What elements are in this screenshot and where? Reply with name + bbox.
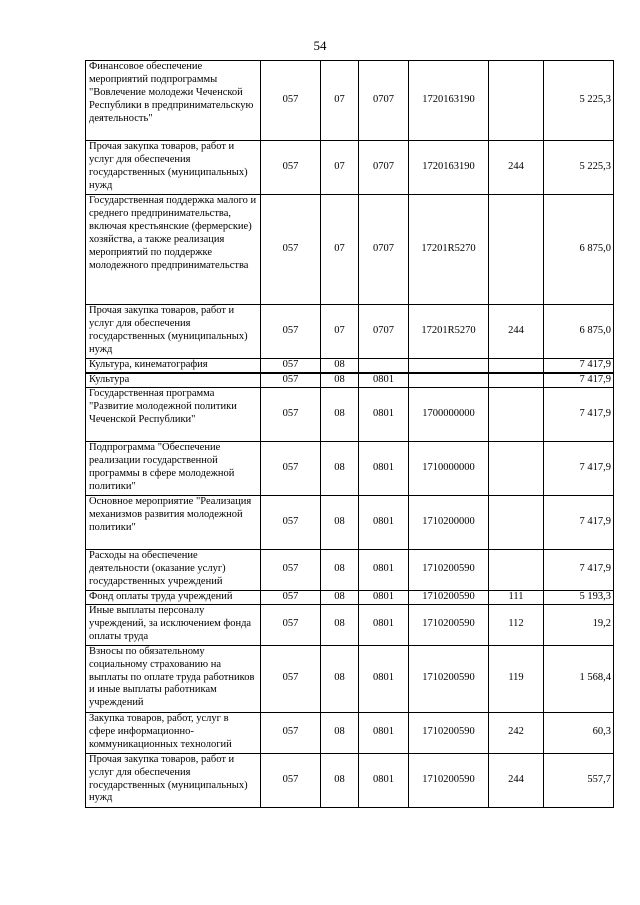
subsection-code: 0801 [359, 645, 409, 712]
section-code: 07 [321, 195, 359, 305]
table-row [86, 604, 614, 645]
target-code: 1710200590 [409, 753, 489, 807]
subsection-code: 0801 [359, 373, 409, 387]
expense-type-code: 119 [489, 645, 544, 712]
row-name: Государственная программа "Развитие молодежной политики Чеченской Республики" [86, 387, 261, 441]
subsection-code: 0801 [359, 753, 409, 807]
expense-type-code [489, 359, 544, 373]
table-row [86, 373, 614, 387]
target-code: 1710000000 [409, 441, 489, 495]
row-name: Расходы на обеспечение деятельности (оказание услуг) государственных учреждений [86, 549, 261, 590]
expense-type-code [489, 373, 544, 387]
section-code: 07 [321, 305, 359, 359]
table-row [86, 712, 614, 753]
expense-type-code [489, 387, 544, 441]
section-code: 08 [321, 712, 359, 753]
subsection-code [359, 359, 409, 373]
subsection-code: 0707 [359, 305, 409, 359]
section-code: 08 [321, 753, 359, 807]
amount: 1 568,4 [544, 645, 614, 712]
expense-type-code [489, 549, 544, 590]
table-row [86, 495, 614, 549]
target-code: 17201R5270 [409, 195, 489, 305]
section-code: 08 [321, 495, 359, 549]
ministry-code: 057 [261, 141, 321, 195]
amount: 7 417,9 [544, 441, 614, 495]
row-name: Подпрограмма "Обеспечение реализации государственной программы в сфере молодежной политики" [86, 441, 261, 495]
section-code: 07 [321, 61, 359, 141]
table-row [86, 645, 614, 712]
section-code: 08 [321, 387, 359, 441]
table-row [86, 753, 614, 807]
target-code: 1700000000 [409, 387, 489, 441]
expense-type-code [489, 61, 544, 141]
amount: 7 417,9 [544, 549, 614, 590]
table-row [86, 359, 614, 373]
subsection-code: 0801 [359, 495, 409, 549]
target-code: 1720163190 [409, 61, 489, 141]
amount: 7 417,9 [544, 373, 614, 387]
row-name: Культура [86, 373, 261, 387]
row-name: Взносы по обязательному социальному страхованию на выплаты по оплате труда работников и иные выплаты работникам учреждений [86, 645, 261, 712]
row-name: Прочая закупка товаров, работ и услуг для обеспечения государственных (муниципальных) нужд [86, 305, 261, 359]
amount: 5 193,3 [544, 590, 614, 604]
table-row [86, 305, 614, 359]
expense-type-code: 242 [489, 712, 544, 753]
ministry-code: 057 [261, 359, 321, 373]
amount: 7 417,9 [544, 495, 614, 549]
table-row [86, 549, 614, 590]
ministry-code: 057 [261, 195, 321, 305]
row-name: Культура, кинематография [86, 359, 261, 373]
section-code: 08 [321, 604, 359, 645]
row-name: Фонд оплаты труда учреждений [86, 590, 261, 604]
section-code: 08 [321, 645, 359, 712]
ministry-code: 057 [261, 712, 321, 753]
amount: 6 875,0 [544, 195, 614, 305]
subsection-code: 0801 [359, 590, 409, 604]
ministry-code: 057 [261, 604, 321, 645]
target-code: 1710200590 [409, 712, 489, 753]
subsection-code: 0707 [359, 61, 409, 141]
amount: 7 417,9 [544, 387, 614, 441]
expense-type-code: 244 [489, 305, 544, 359]
amount: 7 417,9 [544, 359, 614, 373]
row-name: Иные выплаты персоналу учреждений, за исключением фонда оплаты труда [86, 604, 261, 645]
expense-type-code [489, 495, 544, 549]
ministry-code: 057 [261, 387, 321, 441]
expense-type-code: 244 [489, 753, 544, 807]
expense-type-code: 112 [489, 604, 544, 645]
expense-type-code [489, 195, 544, 305]
ministry-code: 057 [261, 753, 321, 807]
ministry-code: 057 [261, 645, 321, 712]
row-name: Основное мероприятие "Реализация механизмов развития молодежной политики" [86, 495, 261, 549]
ministry-code: 057 [261, 590, 321, 604]
subsection-code: 0801 [359, 604, 409, 645]
ministry-code: 057 [261, 305, 321, 359]
amount: 557,7 [544, 753, 614, 807]
budget-table [85, 60, 614, 808]
row-name: Закупка товаров, работ, услуг в сфере информационно-коммуникационных технологий [86, 712, 261, 753]
ministry-code: 057 [261, 549, 321, 590]
amount: 5 225,3 [544, 61, 614, 141]
amount: 6 875,0 [544, 305, 614, 359]
section-code: 08 [321, 549, 359, 590]
target-code [409, 359, 489, 373]
row-name: Государственная поддержка малого и среднего предпринимательства, включая крестьянские (фермерские) хозяйства, а также реализация мероприятий по поддержке молодежного предпринимательства [86, 195, 261, 305]
section-code: 07 [321, 141, 359, 195]
target-code: 1710200000 [409, 495, 489, 549]
expense-type-code: 111 [489, 590, 544, 604]
target-code: 17201R5270 [409, 305, 489, 359]
target-code: 1720163190 [409, 141, 489, 195]
subsection-code: 0801 [359, 712, 409, 753]
subsection-code: 0801 [359, 387, 409, 441]
table-row [86, 590, 614, 604]
table-row [86, 61, 614, 141]
table-row [86, 195, 614, 305]
expense-type-code: 244 [489, 141, 544, 195]
subsection-code: 0707 [359, 195, 409, 305]
subsection-code: 0801 [359, 549, 409, 590]
row-name: Финансовое обеспечение мероприятий подпрограммы "Вовлечение молодежи Чеченской Республики в предпринимательскую деятельность" [86, 61, 261, 141]
subsection-code: 0801 [359, 441, 409, 495]
target-code: 1710200590 [409, 549, 489, 590]
target-code: 1710200590 [409, 590, 489, 604]
amount: 60,3 [544, 712, 614, 753]
page-number: 54 [313, 38, 327, 53]
row-name: Прочая закупка товаров, работ и услуг для обеспечения государственных (муниципальных) нужд [86, 141, 261, 195]
ministry-code: 057 [261, 373, 321, 387]
table-row [86, 441, 614, 495]
section-code: 08 [321, 441, 359, 495]
section-code: 08 [321, 359, 359, 373]
section-code: 08 [321, 373, 359, 387]
table-row [86, 141, 614, 195]
target-code [409, 373, 489, 387]
section-code: 08 [321, 590, 359, 604]
target-code: 1710200590 [409, 645, 489, 712]
target-code: 1710200590 [409, 604, 489, 645]
amount: 19,2 [544, 604, 614, 645]
ministry-code: 057 [261, 441, 321, 495]
expense-type-code [489, 441, 544, 495]
ministry-code: 057 [261, 61, 321, 141]
subsection-code: 0707 [359, 141, 409, 195]
ministry-code: 057 [261, 495, 321, 549]
table-row [86, 387, 614, 441]
row-name: Прочая закупка товаров, работ и услуг для обеспечения государственных (муниципальных) нужд [86, 753, 261, 807]
amount: 5 225,3 [544, 141, 614, 195]
